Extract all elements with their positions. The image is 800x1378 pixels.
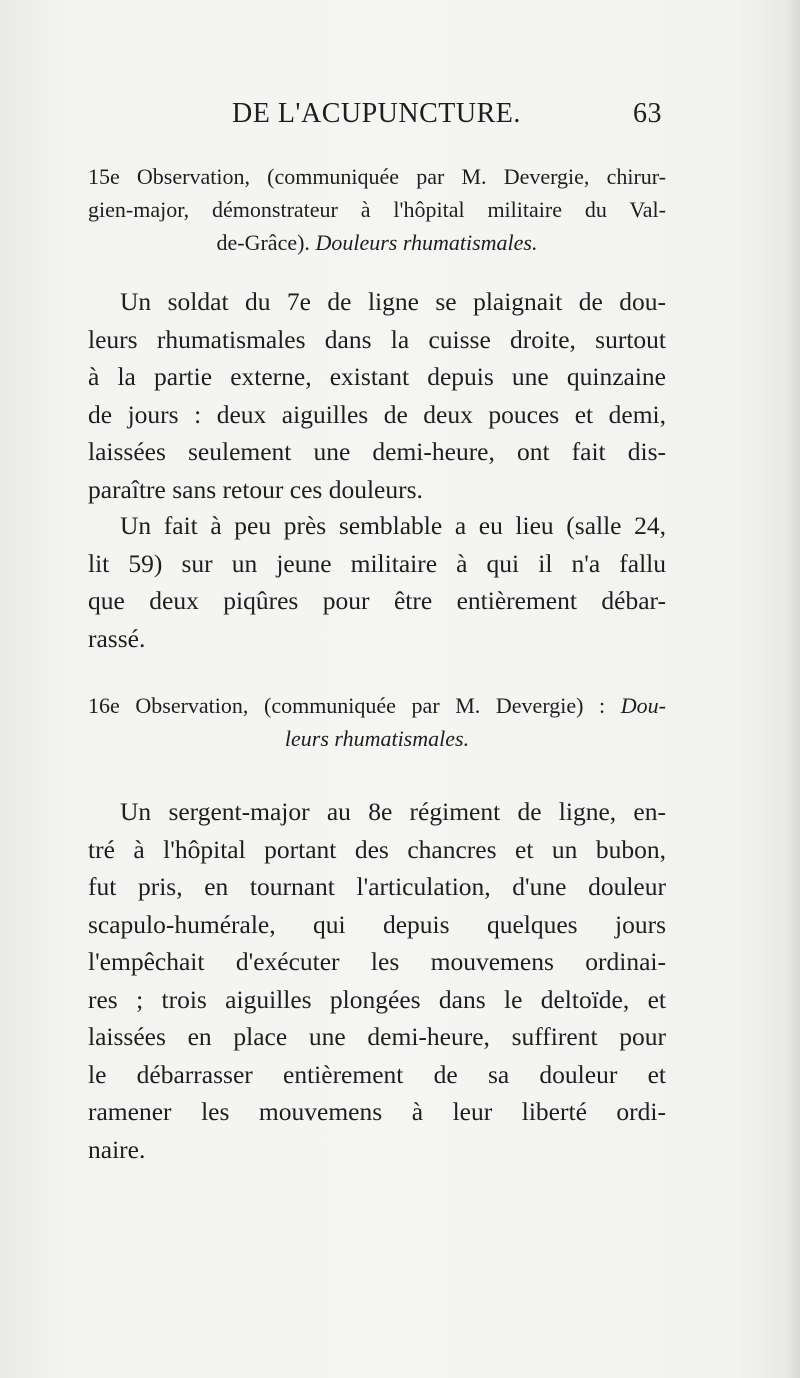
observation-heading-italic-line: leurs rhumatismales.	[284, 726, 470, 751]
observation-heading-line: gien-major, démonstrateur à l'hôpital militaire du Val-	[88, 197, 666, 222]
text-line: paraître sans retour ces douleurs.	[88, 474, 423, 504]
text-line: que deux piqûres pour être entièrement débar-	[88, 586, 666, 615]
observation-heading-line	[88, 689, 666, 722]
text-line: res ; trois aiguilles plongées dans le deltoïde, et	[88, 984, 666, 1014]
running-title: DE L'ACUPUNCTURE.	[232, 98, 521, 129]
paragraph-3	[88, 793, 666, 1168]
observation-heading-line	[88, 226, 666, 259]
text-line: laissées en place une demi-heure, suffirent pour	[88, 1022, 666, 1051]
text-line: rassé.	[88, 623, 146, 653]
text-line: ramener les mouvemens à leur liberté ordi-	[88, 1097, 666, 1126]
text-line: à la partie externe, existant depuis une quinzaine	[88, 362, 666, 391]
text-line: Un sergent-major au 8e régiment de ligne, en-	[120, 797, 666, 826]
observation-heading-italic: Dou-	[620, 693, 666, 718]
paragraph-2	[88, 507, 666, 657]
paragraph-1	[88, 283, 666, 508]
running-header	[232, 98, 662, 138]
page-number: 63	[633, 98, 662, 129]
text-line: laissées seulement une demi-heure, ont fait dis-	[88, 437, 666, 466]
observation-16-heading	[88, 689, 666, 755]
text-line: scapulo-humérale, qui depuis quelques jours	[88, 909, 666, 939]
text-line: naire.	[88, 1134, 146, 1164]
text-line: fut pris, en tournant l'articulation, d'une douleur	[88, 872, 666, 901]
text-line: le débarrasser entièrement de sa douleur et	[88, 1059, 666, 1089]
text-line: tré à l'hôpital portant des chancres et un bubon,	[88, 834, 666, 864]
observation-heading-line: 15e Observation, (communiquée par M. Devergie, chirur-	[88, 164, 666, 189]
observation-heading-italic: Douleurs rhumatismales.	[315, 230, 538, 255]
page-gutter-shadow	[786, 0, 800, 1378]
text-line: Un fait à peu près semblable a eu lieu (salle 24,	[120, 511, 666, 540]
text-line: Un soldat du 7e de ligne se plaignait de dou-	[120, 287, 666, 316]
observation-heading-plain: de-Grâce).	[216, 230, 310, 255]
text-line: l'empêchait d'exécuter les mouvemens ordinai-	[88, 947, 666, 976]
observation-heading-plain: 16e Observation, (communiquée par M. Devergie) :	[88, 693, 606, 718]
text-line: leurs rhumatismales dans la cuisse droite, surtout	[88, 324, 666, 354]
text-line: de jours : deux aiguilles de deux pouces et demi,	[88, 399, 666, 429]
text-line: lit 59) sur un jeune militaire à qui il n'a fallu	[88, 548, 666, 578]
observation-15-heading	[88, 160, 666, 259]
